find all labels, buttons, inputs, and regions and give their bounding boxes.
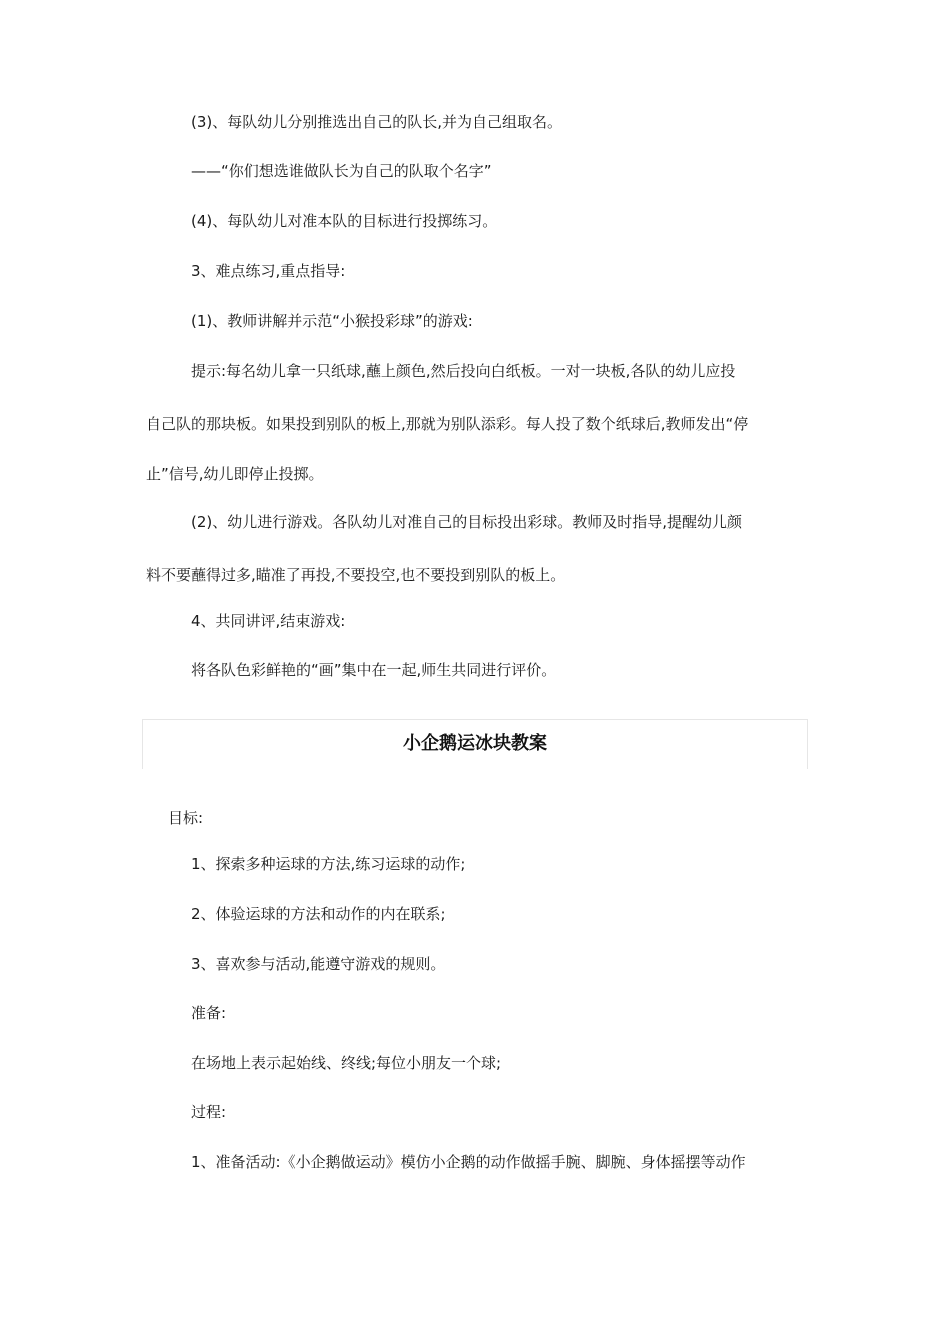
- paragraph-tip-line-3: 止”信号,幼儿即停止投掷。: [146, 465, 324, 483]
- document-title: 小企鹅运冰块教案: [403, 733, 547, 754]
- paragraph-tip-line-2: 自己队的那块板。如果投到别队的板上,那就为别队添彩。每人投了数个纸球后,教师发出“停: [146, 415, 749, 433]
- paragraph-review-text: 将各队色彩鲜艳的“画”集中在一起,师生共同进行评价。: [191, 661, 557, 679]
- paragraph-game-line-2: 料不要蘸得过多,瞄准了再投,不要投空,也不要投到别队的板上。: [146, 566, 566, 584]
- preparation-text: 在场地上表示起始线、终线;每位小朋友一个球;: [191, 1054, 502, 1072]
- objective-2: 2、体验运球的方法和动作的内在联系;: [191, 905, 446, 923]
- paragraph-tip-line-1: 提示:每名幼儿拿一只纸球,蘸上颜色,然后投向白纸板。一对一块板,各队的幼儿应投: [191, 362, 736, 380]
- objective-1: 1、探索多种运球的方法,练习运球的动作;: [191, 855, 466, 873]
- title-box: [142, 719, 808, 769]
- heading-preparation: 准备:: [191, 1004, 227, 1022]
- paragraph-review-heading: 4、共同讲评,结束游戏:: [191, 612, 346, 630]
- process-step-1: 1、准备活动:《小企鹅做运动》模仿小企鹅的动作做摇手腕、脚腕、身体摇摆等动作: [191, 1153, 746, 1171]
- paragraph-game-line-1: (2)、幼儿进行游戏。各队幼儿对准自己的目标投出彩球。教师及时指导,提醒幼儿颜: [191, 513, 743, 531]
- paragraph-step-3: (3)、每队幼儿分别推选出自己的队长,并为自己组取名。: [191, 113, 563, 131]
- paragraph-team-name-quote: ——“你们想选谁做队长为自己的队取个名字”: [191, 162, 492, 180]
- paragraph-step-4: (4)、每队幼儿对准本队的目标进行投掷练习。: [191, 212, 498, 230]
- paragraph-difficulty-practice: 3、难点练习,重点指导:: [191, 262, 346, 280]
- heading-process: 过程:: [191, 1103, 227, 1121]
- heading-objectives: 目标:: [168, 809, 204, 827]
- paragraph-teacher-demo: (1)、教师讲解并示范“小猴投彩球”的游戏:: [191, 312, 473, 330]
- objective-3: 3、喜欢参与活动,能遵守游戏的规则。: [191, 955, 446, 973]
